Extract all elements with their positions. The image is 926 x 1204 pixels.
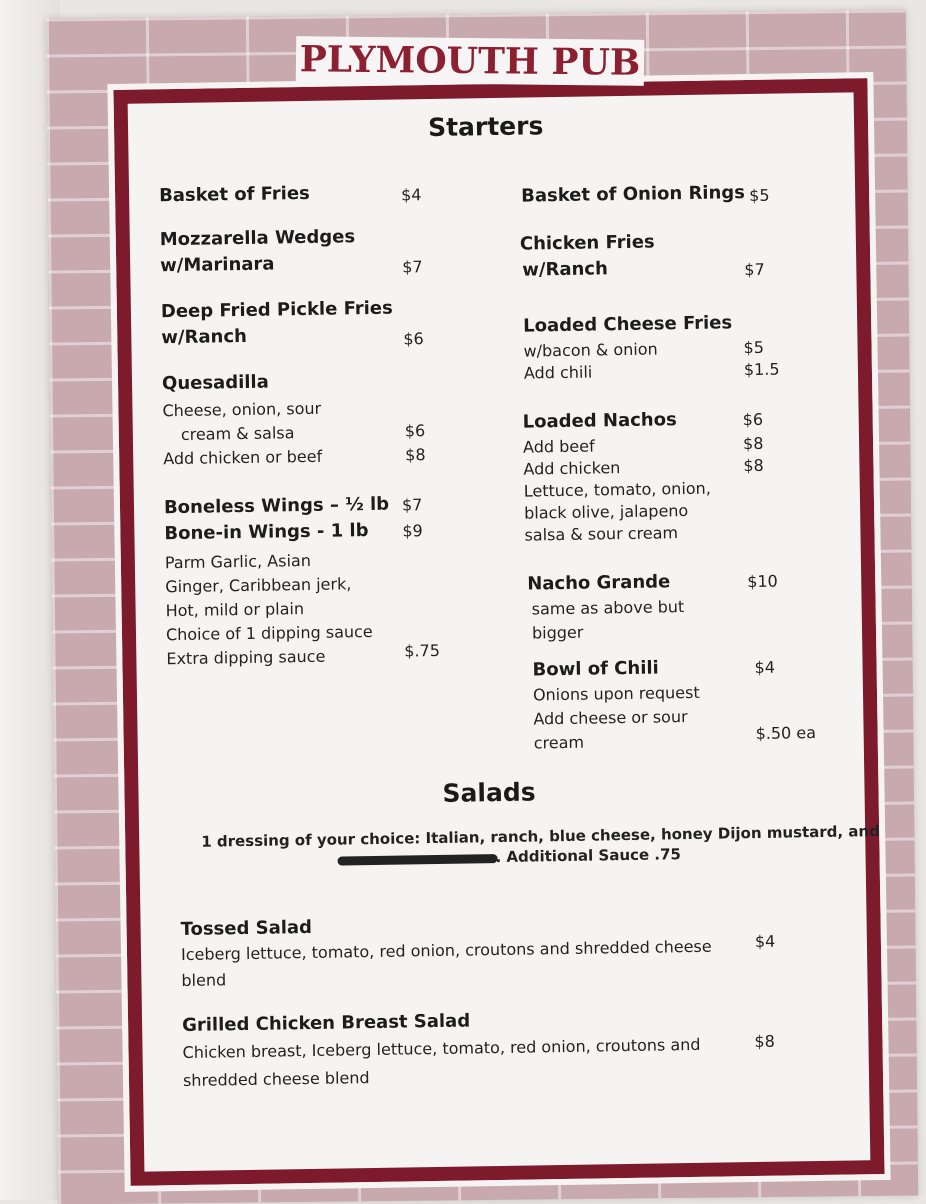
item-name: Bone-in Wings - 1 lb	[164, 520, 369, 545]
salad-name: Grilled Chicken Breast Salad	[181, 1010, 471, 1037]
item-desc: Choice of 1 dipping sauce	[165, 621, 373, 645]
pub-title: PLYMOUTH PUB	[296, 36, 644, 86]
item-desc: Extra dipping sauce	[166, 646, 326, 669]
item-desc: same as above but	[531, 597, 685, 619]
salad-desc: shredded cheese blend	[182, 1068, 370, 1091]
item-price: $6	[404, 421, 426, 441]
item-name: Chicken Fries	[519, 231, 655, 255]
item-price: $7	[744, 259, 765, 280]
item-desc: Onions upon request	[532, 682, 700, 705]
item-desc: black olive, jalapeno	[523, 501, 689, 523]
salad-price: $4	[754, 931, 776, 952]
item-desc: Ginger, Caribbean jerk,	[165, 574, 352, 597]
item-desc: salsa & sour cream	[524, 523, 679, 545]
item-price: $1.5	[743, 359, 780, 380]
item-price: $7	[401, 495, 423, 515]
dressing-note: . Additional Sauce .75	[495, 845, 682, 867]
item-desc: cream	[533, 732, 585, 753]
item-price: $5	[749, 185, 770, 206]
starters-heading: Starters	[427, 111, 544, 143]
item-name: Mozzarella Wedges	[159, 226, 356, 251]
item-price: $8	[405, 445, 426, 465]
item-price: $8	[743, 455, 764, 476]
item-desc: Add chicken or beef	[163, 446, 323, 469]
item-price: $4	[400, 185, 422, 205]
item-desc: Cheese, onion, sour	[162, 398, 322, 421]
item-name: Quesadilla	[161, 371, 269, 395]
item-name: w/Ranch	[522, 258, 608, 281]
item-price: $9	[402, 521, 423, 541]
item-price: $4	[754, 657, 776, 677]
item-desc: Add chili	[523, 362, 593, 383]
item-price: $6	[742, 409, 764, 430]
item-price: $6	[403, 329, 424, 349]
salad-name: Tossed Salad	[180, 916, 313, 941]
item-desc: Lettuce, tomato, onion,	[523, 478, 711, 501]
salads-heading: Salads	[442, 777, 536, 808]
item-desc: w/bacon & onion	[523, 339, 658, 361]
salad-desc: Chicken breast, Iceberg lettuce, tomato, red onion, croutons and	[182, 1034, 701, 1063]
item-name: Loaded Cheese Fries	[523, 312, 733, 337]
item-desc: Hot, mild or plain	[165, 599, 305, 621]
item-name: Nacho Grande	[527, 571, 671, 595]
item-name: Basket of Fries	[158, 182, 310, 207]
item-name: Boneless Wings – ½ lb	[163, 493, 390, 519]
item-desc: Parm Garlic, Asian	[164, 550, 312, 573]
item-desc: cream & salsa	[180, 423, 295, 444]
dressing-note: 1 dressing of your choice: Italian, ranch, blue cheese, honey Dijon mustard, and	[201, 822, 881, 851]
item-name: Deep Fried Pickle Fries	[160, 297, 393, 323]
item-name: Bowl of Chili	[532, 657, 659, 681]
menu-frame	[113, 78, 884, 1186]
item-price: $10	[747, 571, 778, 592]
scribble-out	[338, 854, 498, 866]
item-desc: Add chicken	[523, 458, 621, 479]
item-price: $.50 ea	[755, 723, 817, 743]
menu-content	[128, 92, 881, 1171]
item-name: w/Marinara	[160, 253, 275, 277]
salad-desc: Iceberg lettuce, tomato, red onion, croutons and shredded cheese	[180, 936, 712, 965]
item-price: $5	[743, 337, 765, 358]
item-price: $8	[742, 433, 764, 454]
item-price: $7	[402, 257, 423, 277]
item-desc: Add cheese or sour	[533, 707, 688, 729]
item-name: Basket of Onion Rings	[520, 182, 746, 207]
item-name: Loaded Nachos	[522, 409, 677, 433]
salad-desc: blend	[181, 970, 227, 991]
item-desc: bigger	[531, 622, 584, 643]
item-price: $.75	[404, 640, 441, 661]
item-name: w/Ranch	[161, 325, 248, 349]
item-desc: Add beef	[522, 436, 595, 457]
salad-price: $8	[754, 1031, 775, 1052]
